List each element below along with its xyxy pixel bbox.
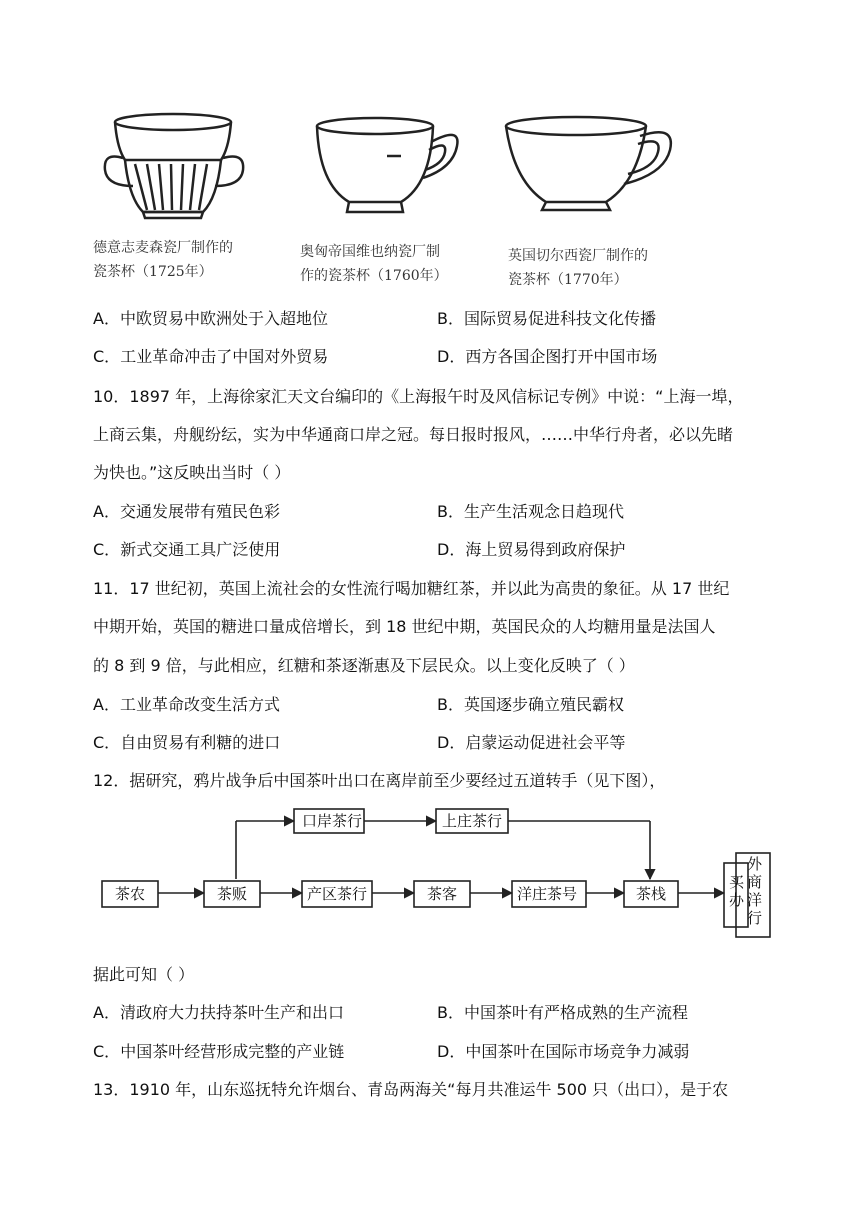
q11-option-d[interactable]: D．启蒙运动促进社会平等 xyxy=(437,733,626,752)
flow-label: 茶农 xyxy=(115,885,146,903)
q12-option-b[interactable]: B．中国茶叶有严格成熟的生产流程 xyxy=(437,1003,688,1022)
flow-label: 茶栈 xyxy=(636,885,667,903)
q12-stem-line: 12．据研究，鸦片战争后中国茶叶出口在离岸前至少要经过五道转手（见下图）， xyxy=(93,771,666,790)
q10-option-c[interactable]: C．新式交通工具广泛使用 xyxy=(93,540,281,559)
flow-label: 产区茶行 xyxy=(307,885,368,903)
flow-label: 口岸茶行 xyxy=(302,812,363,830)
q10-stem-line: 上商云集，舟舰纷纭，实为中华通商口岸之冠。每日报时报风，……中华行舟者，必以先睹 xyxy=(93,425,734,444)
q9-option-b[interactable]: B．国际贸易促进科技文化传播 xyxy=(437,309,656,328)
caption-line: 英国切尔西瓷厂制作的 xyxy=(508,248,648,264)
q11-stem-line: 的 8 到 9 倍，与此相应，红糖和茶逐渐惠及下层民众。以上变化反映了（ ） xyxy=(93,656,635,675)
vienna-cup-illustration xyxy=(305,112,475,222)
caption-line: 瓷茶杯（1770年） xyxy=(508,272,628,288)
q12-option-a[interactable]: A．清政府大力扶持茶叶生产和出口 xyxy=(93,1003,344,1022)
q9-option-d[interactable]: D．西方各国企图打开中国市场 xyxy=(437,347,658,366)
flow-label: 洋庄茶号 xyxy=(517,885,578,903)
q11-option-a[interactable]: A．工业革命改变生活方式 xyxy=(93,695,280,714)
q11-stem-line: 11．17 世纪初，英国上流社会的女性流行喝加糖红茶，并以此为高贵的象征。从 17 世纪 xyxy=(93,579,730,598)
caption-line: 作的瓷茶杯（1760年） xyxy=(300,268,448,284)
meissen-cup-illustration xyxy=(95,108,265,223)
q10-option-d[interactable]: D．海上贸易得到政府保护 xyxy=(437,540,626,559)
q13-stem-line: 13．1910 年，山东巡抚特允许烟台、青岛两海关“每月共准运牛 500 只（出口），是于农 xyxy=(93,1080,729,1099)
q10-stem-line: 为快也。”这反映出当时（ ） xyxy=(93,463,291,482)
flow-label: 上庄茶行 xyxy=(442,812,503,830)
chelsea-cup-illustration xyxy=(500,112,680,222)
chelsea-cup-caption xyxy=(508,244,648,292)
meissen-cup-caption xyxy=(93,236,233,284)
q10-option-b[interactable]: B．生产生活观念日趋现代 xyxy=(437,502,624,521)
q12-option-d[interactable]: D．中国茶叶在国际市场竞争力减弱 xyxy=(437,1042,690,1061)
q10-option-a[interactable]: A．交通发展带有殖民色彩 xyxy=(93,502,280,521)
q10-stem-line: 10．1897 年，上海徐家汇天文台编印的《上海报午时及风信标记专例》中说：“上海一埠， xyxy=(93,387,744,406)
flow-label: 茶贩 xyxy=(217,885,248,903)
q11-stem-line: 中期开始，英国的糖进口量成倍增长，到 18 世纪中期，英国民众的人均糖用量是法国人 xyxy=(93,617,716,636)
q9-option-c[interactable]: C．工业革命冲击了中国对外贸易 xyxy=(93,347,329,366)
flow-vlabel: 外商洋行 xyxy=(747,855,763,927)
q11-option-b[interactable]: B．英国逐步确立殖民霸权 xyxy=(437,695,624,714)
q12-option-c[interactable]: C．中国茶叶经营形成完整的产业链 xyxy=(93,1042,345,1061)
caption-line: 奥匈帝国维也纳瓷厂制 xyxy=(300,244,440,260)
vienna-cup-caption xyxy=(300,240,448,288)
tea-trade-flow-diagram xyxy=(98,803,778,943)
q11-option-c[interactable]: C．自由贸易有利糖的进口 xyxy=(93,733,281,752)
caption-line: 德意志麦森瓷厂制作的 xyxy=(93,240,233,256)
flow-label: 茶客 xyxy=(427,885,458,903)
flow-vlabel: 买办 xyxy=(729,873,745,909)
q12-after-line: 据此可知（ ） xyxy=(93,965,195,984)
caption-line: 瓷茶杯（1725年） xyxy=(93,264,213,280)
q9-option-a[interactable]: A．中欧贸易中欧洲处于入超地位 xyxy=(93,309,328,328)
